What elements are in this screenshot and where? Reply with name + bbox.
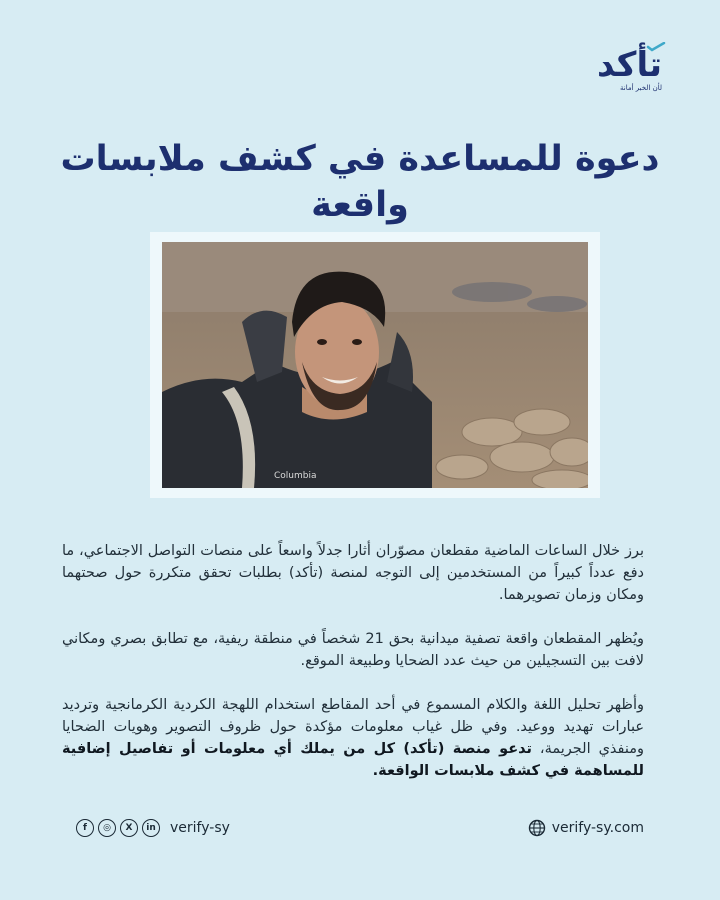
paragraph-2: ويُظهر المقطعان واقعة تصفية ميدانية بحق 21 شخصاً في منطقة ريفية، مع تطابق بصري ومكاني لافت بين التسجيلين من حيث عدد الضحايا وطبيعة الموقع.: [62, 631, 644, 669]
photo-frame: [150, 232, 600, 498]
linkedin-icon[interactable]: in: [142, 819, 160, 837]
paragraph-1: برز خلال الساعات الماضية مقطعان مصوّران أثارا جدلاً واسعاً على منصات التواصل الاجتماعي، ما دفع عدداً كبيراً من المستخدمين إلى التوجه لمنصة (تأكد) بطلبات تحقق متكررة حول صحتهما ومكان وزمان تصويرهما.: [62, 543, 644, 603]
instagram-icon[interactable]: ◎: [98, 819, 116, 837]
website-link[interactable]: [528, 816, 644, 840]
logo-text: تأكد: [597, 45, 662, 85]
article-body: [62, 540, 644, 804]
globe-icon: [528, 819, 546, 837]
social-links: [76, 816, 230, 840]
social-handle[interactable]: verify-sy: [170, 820, 230, 836]
paragraph-3-text: وأظهر تحليل اللغة والكلام المسموع في أحد المقاطع استخدام اللهجة الكردية الكرمانجية وترديد عبارات تهديد ووعيد. وفي ظل غياب معلومات مؤكدة حول ظروف التصوير وهويات الضحايا ومنفذي الجريمة،: [62, 697, 645, 757]
logo-tagline: لأن الخبر أمانة: [620, 84, 662, 92]
x-icon[interactable]: X: [120, 819, 138, 837]
facebook-icon[interactable]: f: [76, 819, 94, 837]
victim-photo: [162, 242, 588, 488]
paragraph-3: [62, 694, 644, 782]
jacket-brand-text: Columbia: [274, 471, 317, 481]
call-to-action-text: تدعو منصة (تأكد) كل من يملك أي معلومات أو تفاصيل إضافية للمساهمة في كشف ملابسات الواقعة.: [62, 741, 644, 779]
website-url[interactable]: verify-sy.com: [551, 820, 644, 836]
brand-logo: [572, 45, 662, 100]
logo-checkmark-icon: [646, 42, 666, 52]
headline-line-1: دعوة للمساعدة في كشف ملابسات واقعة: [60, 139, 660, 225]
